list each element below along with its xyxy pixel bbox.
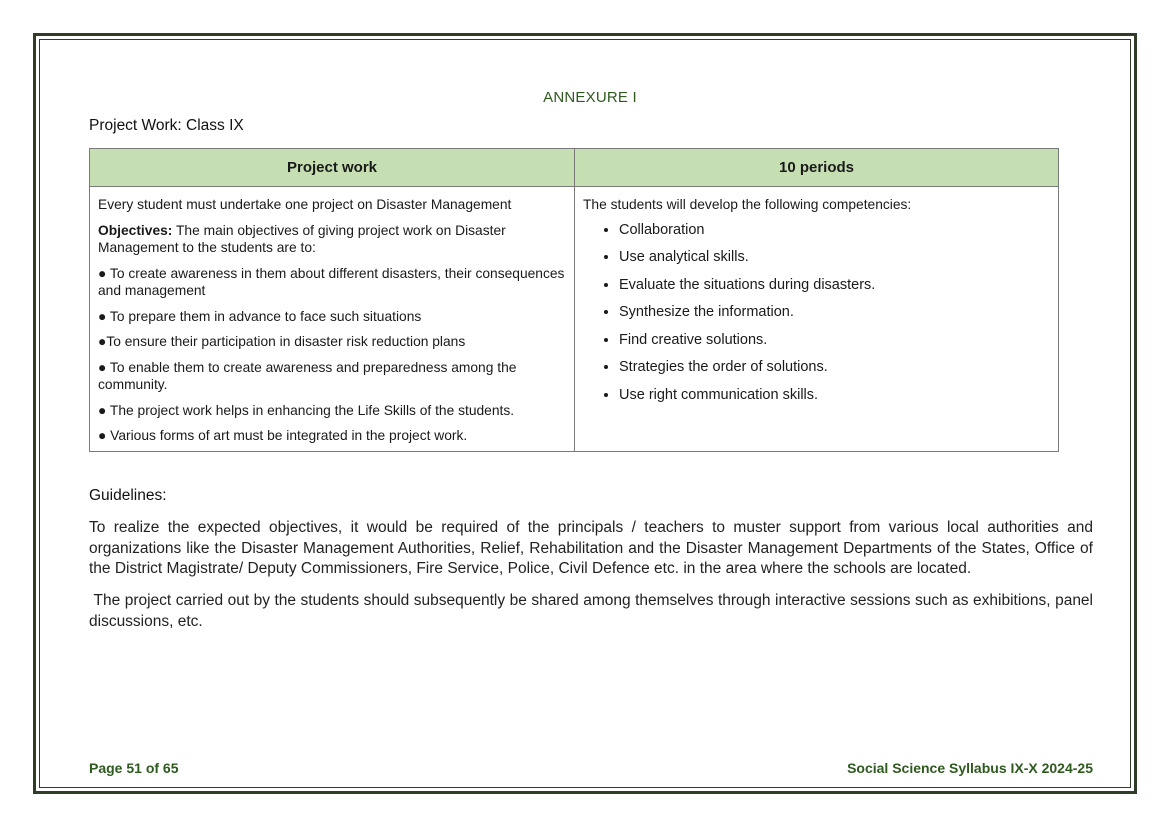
list-item: • Use analytical skills.	[619, 249, 1050, 267]
table-header-row	[90, 149, 1059, 187]
table-row	[90, 187, 1059, 452]
objective-point: ● To prepare them in advance to face such situations	[98, 308, 422, 324]
list-item: • Strategies the order of solutions.	[619, 359, 1050, 377]
list-item: • Find creative solutions.	[619, 332, 1050, 350]
annexure-title: ANNEXURE I	[543, 89, 637, 106]
competencies-intro: The students will develop the following competencies:	[583, 197, 912, 212]
objective-point: ● Various forms of art must be integrated in the project work.	[98, 428, 468, 443]
list-item: • Collaboration	[619, 222, 1050, 240]
objective-point: ● The project work helps in enhancing the Life Skills of the students.	[98, 402, 515, 418]
list-item: • Use right communication skills.	[619, 387, 1050, 405]
objectives-label: Objectives:	[98, 222, 173, 238]
objectives-paragraph	[98, 222, 566, 257]
competencies-cell	[575, 187, 1059, 452]
guidelines-paragraph: The project carried out by the students should subsequently be shared among themselves through interactive sessions such as exhibitions, panel discussions, etc.	[89, 592, 1098, 630]
guidelines-heading: Guidelines:	[89, 487, 167, 504]
intro-text: Every student must undertake one project on Disaster Management	[98, 197, 512, 212]
objective-point: ●To ensure their participation in disaster risk reduction plans	[98, 334, 466, 349]
project-work-table	[89, 148, 1059, 452]
list-item: • Synthesize the information.	[619, 304, 1050, 322]
header-periods: 10 periods	[575, 149, 1059, 187]
objective-point: ● To create awareness in them about different disasters, their consequences and management	[98, 265, 565, 298]
page-subtitle: Project Work: Class IX	[89, 117, 244, 134]
objectives-cell	[90, 187, 575, 452]
competencies-list	[583, 222, 1050, 405]
page-number: Page 51 of 65	[89, 760, 179, 776]
list-item: • Evaluate the situations during disasters.	[619, 277, 1050, 295]
footer-title: Social Science Syllabus IX-X 2024-25	[847, 760, 1093, 776]
objective-point: ● To enable them to create awareness and preparedness among the community.	[98, 359, 517, 392]
objectives-text: The main objectives of giving project work on Disaster Management to the students are to:	[98, 222, 506, 255]
guidelines-paragraph: To realize the expected objectives, it would be required of the principals / teachers to muster support from various local authorities and organizations like the Disaster Management Authorities, Relief, Rehabilitation and the Disaster Management Departments of the States, Office of the District Magistrate/ Deputy Commissioners, Fire Service, Police, Civil Defence etc. in the area where the schools are located.	[89, 519, 1093, 577]
header-project-work: Project work	[90, 149, 575, 187]
